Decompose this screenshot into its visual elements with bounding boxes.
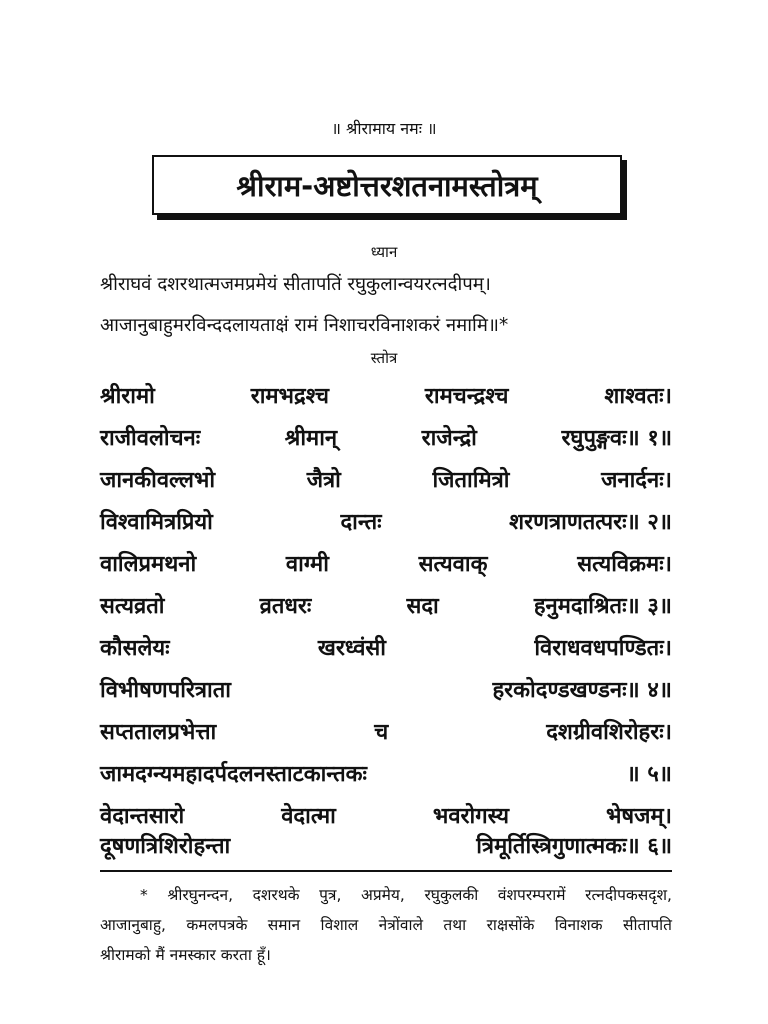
- verse-word: सत्यवाक्: [418, 552, 488, 577]
- verse-word: ॥ ५॥: [626, 762, 672, 787]
- verse-word: जैत्रो: [306, 468, 341, 493]
- verse-word: रामभद्रश्च: [250, 384, 330, 409]
- verse-word: त्रिमूर्तिस्त्रिगुणात्मकः॥ ६॥: [476, 834, 672, 859]
- verse-line: [100, 713, 672, 749]
- verse-word: भवरोगस्य: [432, 804, 509, 829]
- verse-word: सत्यविक्रमः।: [577, 552, 672, 577]
- verse-word: कौसलेयः: [100, 636, 170, 661]
- verse-word: विश्वामित्रप्रियो: [100, 510, 213, 535]
- verse-line: [100, 503, 672, 539]
- verse-word: हनुमदाश्रितः॥ ३॥: [533, 594, 672, 619]
- verse-word: सदा: [406, 594, 439, 619]
- footnote-line: आजानुबाहु, कमलपत्रके समान विशाल नेत्रोंवाले तथा राक्षसोंके विनाशक सीतापति: [100, 916, 672, 934]
- verse-word: सप्ततालप्रभेत्ता: [100, 720, 217, 745]
- invocation: ॥ श्रीरामाय नमः ॥: [331, 119, 437, 138]
- verse-word: वालिप्रमथनो: [100, 552, 197, 577]
- verse-word: सत्यव्रतो: [100, 594, 165, 619]
- verse-word: दूषणत्रिशिरोहन्ता: [100, 834, 231, 859]
- verse-word: खरध्वंसी: [317, 636, 386, 661]
- verse-word: राजीवलोचनः: [100, 426, 201, 451]
- verse-word: शरणत्राणतत्परः॥ २॥: [509, 510, 672, 535]
- dhyana-line-1: श्रीराघवं दशरथात्मजमप्रमेयं सीतापतिं रघुकुलान्वयरत्नदीपम्।: [100, 274, 491, 295]
- footnote-divider: [100, 870, 672, 872]
- page-title: श्रीराम-अष्टोत्तरशतनामस्तोत्रम्: [236, 168, 538, 203]
- verse-word: राजेन्द्रो: [421, 426, 477, 451]
- verse-word: श्रीमान्: [284, 426, 338, 451]
- verse-word: शाश्वतः।: [604, 384, 672, 409]
- verse-word: जनार्दनः।: [601, 468, 672, 493]
- verse-word: च: [374, 720, 389, 745]
- verse-word: व्रतधरः: [259, 594, 312, 619]
- verse-word: भेषजम्।: [605, 804, 672, 829]
- verse-word: वेदात्मा: [281, 804, 336, 829]
- verse-word: जानकीवल्लभो: [100, 468, 216, 493]
- footnote-line: श्रीरामको मैं नमस्कार करता हूँ।: [100, 946, 271, 964]
- verse-word: रघुपुङ्गवः॥ १॥: [561, 426, 672, 451]
- verse-line: [100, 671, 672, 707]
- verse-word: जामदग्न्यमहादर्पदलनस्ताटकान्तकः: [100, 762, 367, 787]
- verse-line: [100, 419, 672, 455]
- verse-word: हरकोदण्डखण्डनः॥ ४॥: [492, 678, 672, 703]
- dhyana-label: ध्यान: [370, 243, 398, 261]
- verse-line: [100, 377, 672, 413]
- verse-word: रामचन्द्रश्च: [424, 384, 509, 409]
- verse-line: [100, 461, 672, 497]
- verse-word: वेदान्तसारो: [100, 804, 185, 829]
- footnote: [100, 880, 672, 970]
- verse-word: वाग्मी: [285, 552, 329, 577]
- title-box: [152, 155, 622, 215]
- verse-line: [100, 629, 672, 665]
- verse-line: [100, 827, 672, 863]
- stotra-label: स्तोत्र: [370, 349, 398, 367]
- footnote-line: * श्रीरघुनन्दन, दशरथके पुत्र, अप्रमेय, रघुकुलकी वंशपरम्परामें रत्नदीपकसदृश,: [140, 886, 672, 904]
- dhyana-line-2: आजानुबाहुमरविन्ददलायताक्षं रामं निशाचरविनाशकरं नमामि॥*: [100, 315, 509, 336]
- verse-word: विराधवधपण्डितः।: [534, 636, 672, 661]
- verse-word: दशग्रीवशिरोहरः।: [546, 720, 672, 745]
- verse-word: जितामित्रो: [432, 468, 510, 493]
- verse-word: श्रीरामो: [100, 384, 155, 409]
- verse-line: [100, 755, 672, 791]
- verse-line: [100, 545, 672, 581]
- verse-word: दान्तः: [340, 510, 382, 535]
- verse-word: विभीषणपरित्राता: [100, 678, 231, 703]
- verse-line: [100, 587, 672, 623]
